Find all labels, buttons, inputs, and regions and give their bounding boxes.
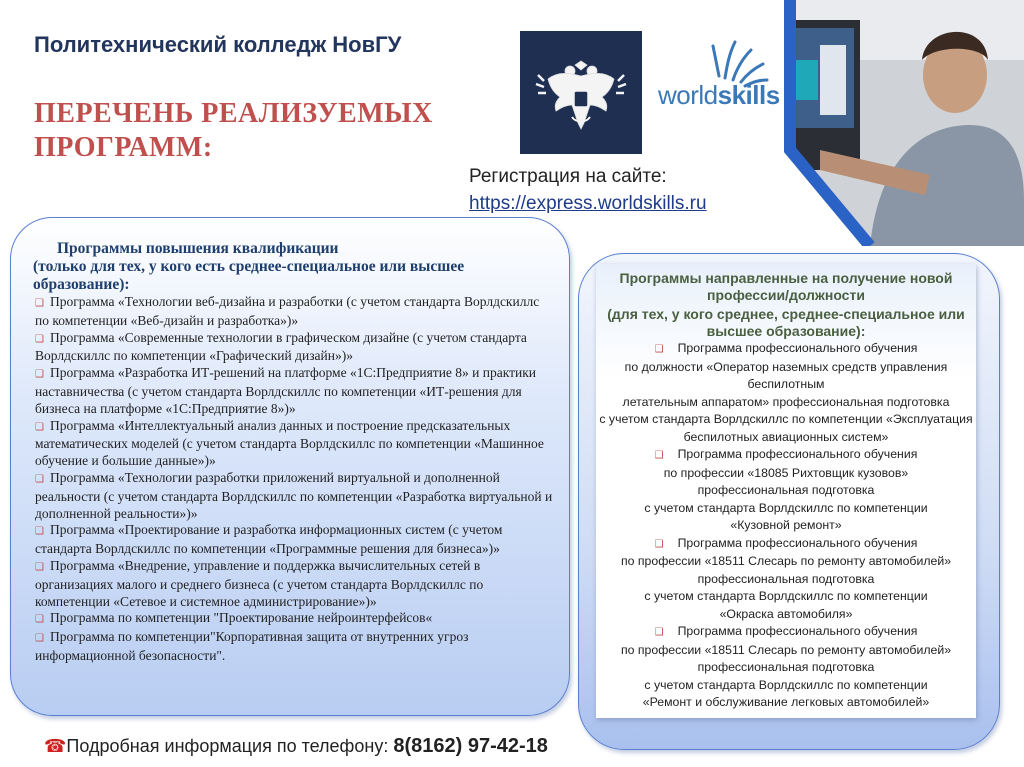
qualification-programs-title (35, 240, 555, 294)
contact-label: Подробная информация по телефону: (66, 736, 389, 756)
emblem-logo (520, 31, 642, 154)
new-profession-subtitle: (для тех, у кого среднее, среднее-специальное или высшее образование): (607, 306, 965, 339)
registration-label: Регистрация на сайте: (469, 166, 667, 187)
bullet-icon: ❑ (35, 473, 44, 485)
program-line: по профессии «18511 Слесарь по ремонту автомобилей» (620, 554, 952, 568)
program-item (35, 365, 555, 417)
program-item (35, 470, 555, 522)
program-item (35, 294, 555, 330)
new-profession-title: Программы направленные на получение новой профессии/должности (619, 270, 953, 303)
qualification-title-line: Программы повышения квалификации (57, 240, 339, 257)
person-at-computer-image (760, 0, 1024, 246)
bullet-icon: ❑ (35, 633, 44, 645)
coat-of-arms-icon (520, 31, 642, 154)
bullet-icon: ❑ (35, 526, 44, 538)
program-head: ❑ Программа профессионального обучения (654, 535, 918, 550)
bullet-icon: ❑ (35, 369, 44, 381)
program-item (35, 629, 555, 665)
program-item (35, 610, 555, 629)
qualification-subtitle: (только для тех, у кого есть среднее-специальное или высшее образование): (33, 258, 465, 293)
program-head: ❑ Программа профессионального обучения (654, 447, 918, 461)
program-line: «Кузовной ремонт» (730, 518, 842, 532)
phone-number[interactable]: 8(8162) 97-42-18 (393, 735, 548, 757)
bullet-icon: ❑ (654, 538, 664, 550)
program-line: профессиональная подготовка (697, 483, 875, 497)
program-item (35, 558, 555, 610)
new-profession-programs-content (596, 270, 976, 712)
program-item (35, 522, 555, 558)
program-text: Программа «Технологии веб-дизайна и разработки (с учетом стандарта Ворлдскиллс по компетенции «Веб-дизайн и разработка»)» (35, 294, 540, 328)
hero-photo (760, 0, 1024, 246)
page-title-line-1: ПЕРЕЧЕНЬ РЕАЛИЗУЕМЫХ (34, 98, 433, 129)
bullet-icon: ❑ (35, 561, 44, 573)
program-head: ❑ Программа профессионального обучения (654, 624, 918, 638)
bullet-icon: ❑ (654, 627, 664, 638)
page-title (34, 97, 474, 165)
worldskills-part1: world (658, 80, 718, 110)
qualification-program-list (35, 294, 555, 665)
program-line: с учетом стандарта Ворлдскиллс по компетенции (644, 500, 928, 515)
program-line: с учетом стандарта Ворлдскиллс по компетенции (644, 677, 928, 692)
program-line: по профессии «18511 Слесарь по ремонту автомобилей» (620, 642, 952, 657)
program-text: Программа по компетенции"Корпоративная защита от внутренних угроз информационной безопасности". (35, 629, 469, 663)
worldskills-part2: skills (717, 80, 780, 110)
program-line: с учетом стандарта Ворлдскиллс по компетенции (644, 589, 928, 603)
qualification-programs-content (35, 240, 555, 665)
bullet-icon: ❑ (654, 450, 664, 461)
program-line: профессиональная подготовка (697, 660, 875, 674)
program-line: с учетом стандарта Ворлдскиллс по компетенции «Эксплуатация (599, 412, 973, 426)
registration-link[interactable]: https://express.worldskills.ru (469, 193, 707, 214)
program-item (35, 418, 555, 470)
program-line: «Окраска автомобиля» (719, 606, 853, 621)
page-title-line-2: ПРОГРАММ: (34, 132, 213, 163)
program-line: беспилотных авиационных систем» (683, 429, 889, 444)
program-text: Программа «Проектирование и разработка информационных систем (с учетом стандарта Ворлдскиллс по компетенции «Программные решения для бизнеса»)» (35, 522, 503, 557)
program-item (35, 330, 555, 366)
bullet-icon: ❑ (35, 421, 44, 433)
bullet-icon: ❑ (35, 614, 44, 626)
program-text: Программа «Разработка ИТ-решений на платформе «1С:Предприятие 8» и практики наставничества (с учетом стандарта Ворлдскиллс по компетенции «ИТ-решения для бизнеса на платформе «1С:Предприятие 8»)» (35, 365, 537, 416)
program-line: «Ремонт и обслуживание легковых автомобилей» (642, 695, 930, 709)
bullet-icon: ❑ (654, 344, 664, 355)
bullet-icon: ❑ (35, 333, 44, 345)
contact-phone (44, 735, 548, 758)
program-text: Программа «Внедрение, управление и поддержка вычислительных сетей в организациях малого и среднего бизнеса (с учетом стандарта Ворлдскиллс по компетенции «Сетевое и системное администрирование»)» (35, 557, 484, 609)
program-line: по должности «Оператор наземных средств управления беспилотным (624, 359, 948, 391)
program-line: профессиональная подготовка (697, 571, 875, 586)
college-name: Политехнический колледж НовГУ (34, 32, 402, 57)
program-text: Программа по компетенции "Проектирование нейроинтерфейсов« (49, 610, 433, 626)
program-line: летательным аппаратом» профессиональная подготовка (622, 394, 950, 409)
bullet-icon: ❑ (35, 298, 44, 309)
program-head: ❑ Программа профессионального обучения (654, 341, 918, 355)
program-text: Программа «Современные технологии в графическом дизайне (с учетом стандарта Ворлдскиллс по компетенции «Графический дизайн»)» (35, 329, 527, 364)
program-line: по профессии «18085 Рихтовщик кузовов» (663, 465, 909, 480)
program-text: Программа «Интеллектуальный анализ данных и построение предсказательных математических моделей (с учетом стандарта Ворлдскиллс по компетенции «Машинное обучение и большие данные»)» (35, 417, 544, 469)
phone-icon: ☎ (44, 736, 67, 757)
program-text: Программа «Технологии разработки приложений виртуальной и дополненной реальности (с учетом стандарта Ворлдскиллс по компетенции «Разработка виртуальной и дополненной реальности»)» (35, 469, 553, 521)
